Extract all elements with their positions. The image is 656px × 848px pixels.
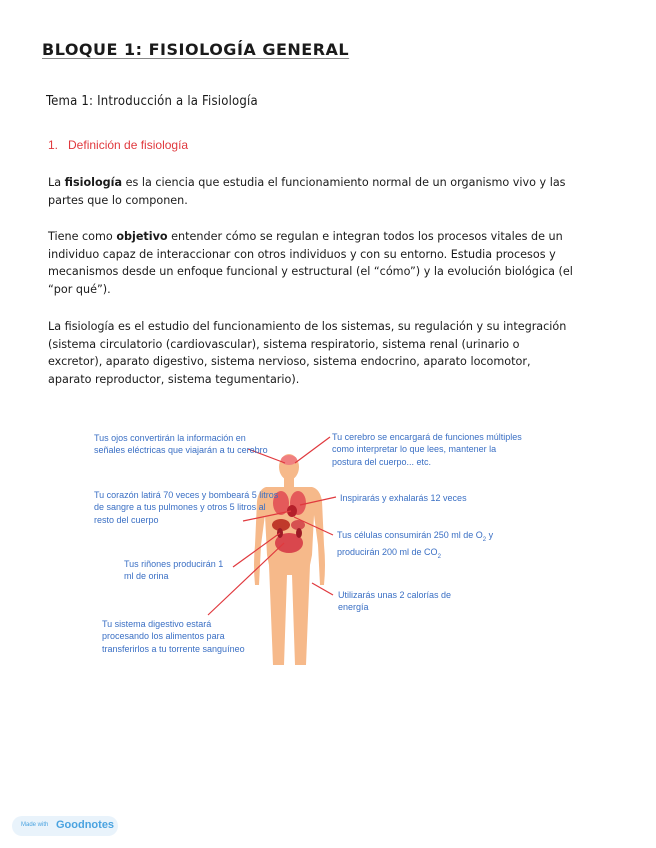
cells-subscript: 2	[482, 536, 487, 543]
label-heart: Tu corazón latirá 70 veces y bombeará 5 litros de sangre a tus pulmones y otros 5 litros al resto del cuerpo	[94, 490, 279, 525]
paragraph-systems: La fisiología es el estudio del funcionamiento de los sistemas, su regulación y su integración (sistema circulatorio (cardiovascular), sistema respiratorio, sistema renal (urinario o excretor), aparato digestivo, sistema nervioso, sistema endocrino, aparato locomotor, aparato reproductor, sistema tegumentario).	[48, 320, 567, 386]
section-label: Definición de fisiología	[68, 138, 189, 152]
label-lungs: Inspirarás y exhalarás 12 veces	[340, 493, 467, 503]
section-number: 1.	[48, 138, 59, 152]
badge-prefix: Made with	[21, 822, 49, 828]
label-digestive: Tu sistema digestivo estará procesando los alimentos para transferirlos a tu torrente sanguíneo	[102, 619, 245, 654]
cells-text: Tus células consumirán 250 ml de O	[337, 530, 483, 540]
goodnotes-badge	[12, 816, 118, 836]
paragraph-objective	[48, 228, 573, 298]
topic-heading: Tema 1: Introducción a la Fisiología	[46, 94, 258, 109]
text-run: La	[48, 176, 65, 189]
human-body-figure	[88, 425, 528, 670]
badge-brand: Goodnotes	[56, 819, 115, 831]
text-run: es la ciencia que estudia el funcionamiento normal de un organismo vivo y las partes que lo componen.	[48, 176, 566, 207]
cells-text: producirán 200 ml de CO	[337, 547, 438, 558]
text-run: entender cómo se regulan e integran todos los procesos vitales de un individuo capaz de interaccionar con otros individuos y con su entorno. Estudia procesos y mecanismos desde un enfoque funcional y estructural (el “cómo”) y la evolución biológica (el “por qué”).	[48, 230, 573, 296]
cells-text: y	[486, 530, 494, 540]
page-title: BLOQUE 1: FISIOLOGÍA GENERAL	[42, 40, 350, 59]
label-eyes: Tus ojos convertirán la información en señales eléctricas que viajarán a tu cerebro	[94, 433, 268, 456]
label-cells	[337, 529, 527, 563]
bold-term: fisiología	[64, 176, 123, 189]
text-run: Tiene como	[48, 230, 117, 243]
label-kidneys: Tus riñones producirán 1 ml de orina	[124, 559, 224, 582]
label-energy: Utilizarás unas 2 calorías de energía	[338, 590, 452, 613]
label-brain: Tu cerebro se encargará de funciones múltiples como interpretar lo que lees, mantener la postura del cuerpo... etc.	[332, 432, 522, 467]
cells-subscript: 2	[437, 554, 441, 560]
bold-term: objetivo	[116, 230, 168, 243]
section-heading	[48, 138, 188, 152]
paragraph-definition	[48, 174, 573, 209]
